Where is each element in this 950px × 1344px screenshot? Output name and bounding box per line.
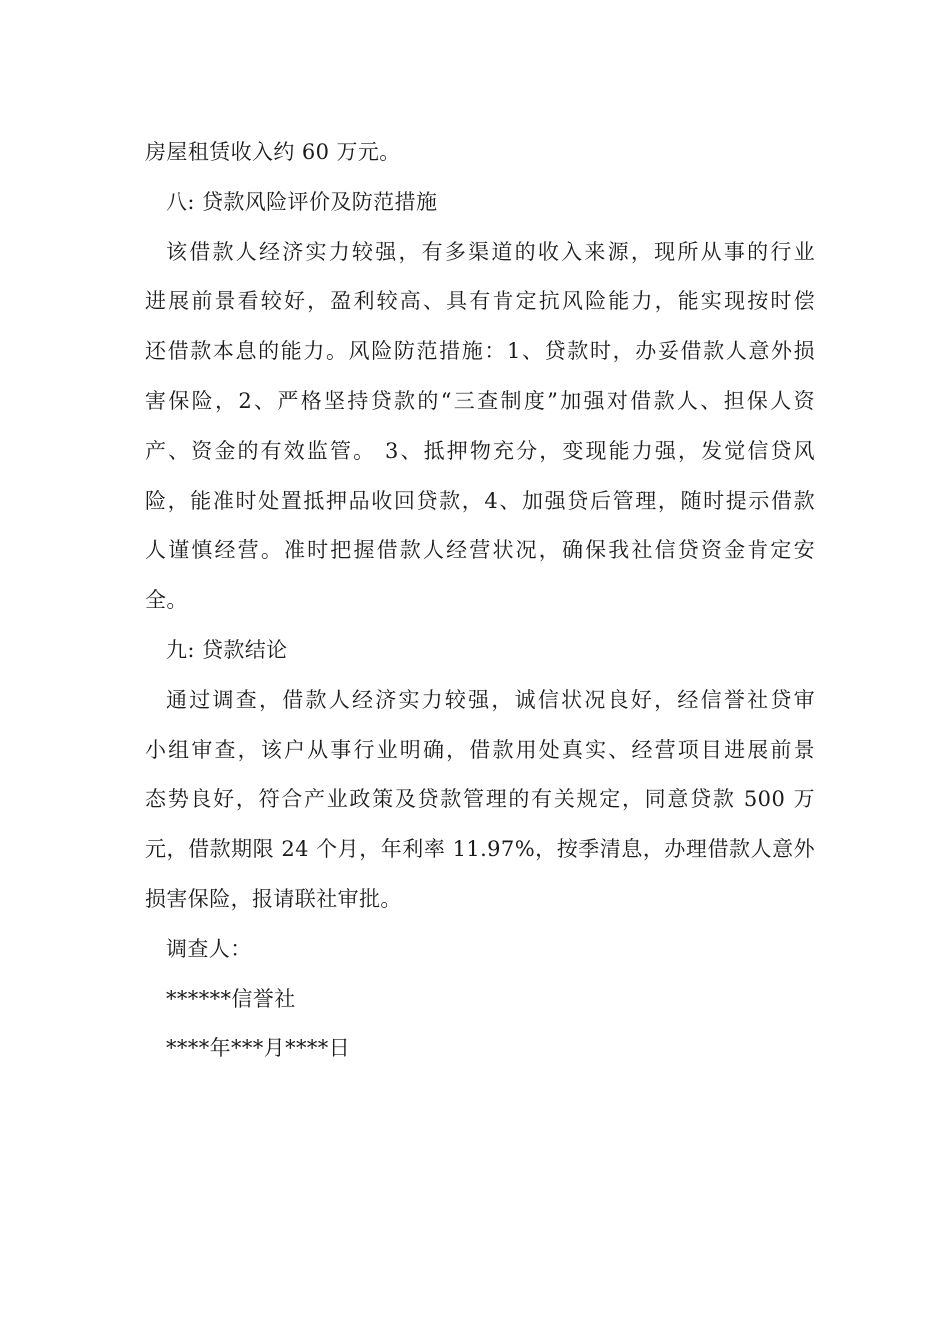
paragraph-line: 进展前景看较好，盈利较高、具有肯定抗风险能力，能实现按时偿 [145,289,815,314]
credit-union-name: ******信誉社 [166,986,296,1011]
paragraph-line: 险，能准时处置抵押品收回贷款，4、加强贷后管理，随时提示借款 [145,488,815,513]
paragraph-line: 房屋租赁收入约 60 万元。 [145,140,401,164]
document-body [145,128,815,1074]
investigator-label: 调查人： [166,936,252,961]
section-heading-8: 八: 贷款风险评价及防范措施 [166,189,438,214]
paragraph-line: 人谨慎经营。准时把握借款人经营状况，确保我社信贷资金肯定安 [145,538,815,563]
paragraph-line: 元，借款期限 24 个月，年利率 11.97%，按季清息，办理借款人意外 [145,837,815,862]
paragraph-line: 全。 [145,588,188,613]
paragraph-line: 该借款人经济实力较强，有多渠道的收入来源，现所从事的行业 [166,239,815,264]
paragraph-line: 害保险，2、严格坚持贷款的“三查制度”加强对借款人、担保人资 [145,388,815,413]
paragraph-line: 小组审查，该户从事行业明确，借款用处真实、经营项目进展前景 [145,737,815,762]
paragraph-line: 通过调查，借款人经济实力较强，诚信状况良好，经信誉社贷审 [166,687,815,712]
paragraph-line: 损害保险，报请联社审批。 [145,886,402,911]
paragraph-line: 产、资金的有效监管。 3、抵押物充分，变现能力强，发觉信贷风 [145,438,815,463]
paragraph-line: 态势良好，符合产业政策及贷款管理的有关规定，同意贷款 500 万 [145,787,815,812]
signature-date: ****年***月****日 [166,1036,351,1061]
section-heading-9: 九: 贷款结论 [166,637,288,662]
paragraph-line: 还借款本息的能力。风险防范措施：1、贷款时，办妥借款人意外损 [145,339,815,364]
